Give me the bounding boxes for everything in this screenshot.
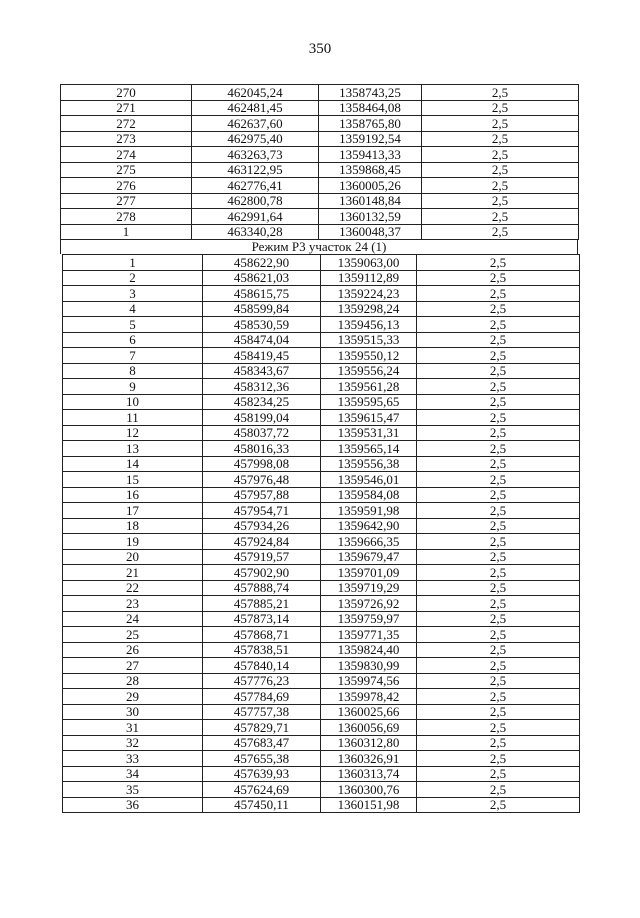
- value-cell: 2,5: [417, 751, 580, 767]
- point-number-cell: 1: [63, 255, 203, 271]
- value-cell: 2,5: [417, 255, 580, 271]
- y-coordinate-cell: 1359591,98: [321, 503, 417, 519]
- section-title: Режим Р3 участок 24 (1): [60, 239, 578, 254]
- value-cell: 2,5: [417, 472, 580, 488]
- point-number-cell: 21: [63, 565, 203, 581]
- table-row: [63, 611, 580, 627]
- x-coordinate-cell: 462975,40: [192, 131, 319, 147]
- y-coordinate-cell: 1359550,12: [321, 348, 417, 364]
- value-cell: 2,5: [417, 487, 580, 503]
- value-cell: 2,5: [417, 596, 580, 612]
- value-cell: 2,5: [417, 286, 580, 302]
- coordinates-table-bottom: [62, 254, 580, 813]
- value-cell: 2,5: [422, 193, 579, 209]
- table-row: [63, 270, 580, 286]
- x-coordinate-cell: 457683,47: [203, 735, 321, 751]
- table-row: [61, 162, 579, 178]
- table-row: [61, 209, 579, 225]
- value-cell: 2,5: [422, 147, 579, 163]
- point-number-cell: 6: [63, 332, 203, 348]
- y-coordinate-cell: 1359595,65: [321, 394, 417, 410]
- value-cell: 2,5: [417, 735, 580, 751]
- y-coordinate-cell: 1359974,56: [321, 673, 417, 689]
- point-number-cell: 276: [61, 178, 192, 194]
- x-coordinate-cell: 458474,04: [203, 332, 321, 348]
- table-row: [63, 518, 580, 534]
- point-number-cell: 13: [63, 441, 203, 457]
- point-number-cell: 10: [63, 394, 203, 410]
- x-coordinate-cell: 457829,71: [203, 720, 321, 736]
- table-row: [61, 85, 579, 101]
- y-coordinate-cell: 1360148,84: [319, 193, 422, 209]
- y-coordinate-cell: 1358743,25: [319, 85, 422, 101]
- table-row: [63, 689, 580, 705]
- point-number-cell: 272: [61, 116, 192, 132]
- value-cell: 2,5: [417, 332, 580, 348]
- x-coordinate-cell: 457639,93: [203, 766, 321, 782]
- value-cell: 2,5: [417, 611, 580, 627]
- point-number-cell: 34: [63, 766, 203, 782]
- x-coordinate-cell: 458621,03: [203, 270, 321, 286]
- y-coordinate-cell: 1359561,28: [321, 379, 417, 395]
- x-coordinate-cell: 457873,14: [203, 611, 321, 627]
- x-coordinate-cell: 457868,71: [203, 627, 321, 643]
- x-coordinate-cell: 458530,59: [203, 317, 321, 333]
- x-coordinate-cell: 458419,45: [203, 348, 321, 364]
- point-number-cell: 277: [61, 193, 192, 209]
- y-coordinate-cell: 1359456,13: [321, 317, 417, 333]
- x-coordinate-cell: 457888,74: [203, 580, 321, 596]
- value-cell: 2,5: [417, 642, 580, 658]
- x-coordinate-cell: 457934,26: [203, 518, 321, 534]
- point-number-cell: 27: [63, 658, 203, 674]
- point-number-cell: 19: [63, 534, 203, 550]
- y-coordinate-cell: 1360151,98: [321, 797, 417, 813]
- x-coordinate-cell: 463340,28: [192, 224, 319, 240]
- x-coordinate-cell: 462045,24: [192, 85, 319, 101]
- y-coordinate-cell: 1359192,54: [319, 131, 422, 147]
- table-row: [63, 673, 580, 689]
- value-cell: 2,5: [417, 410, 580, 426]
- y-coordinate-cell: 1359584,08: [321, 487, 417, 503]
- table-row: [63, 425, 580, 441]
- table-row: [63, 301, 580, 317]
- table-row: [63, 627, 580, 643]
- point-number-cell: 36: [63, 797, 203, 813]
- y-coordinate-cell: 1360005,26: [319, 178, 422, 194]
- point-number-cell: 4: [63, 301, 203, 317]
- y-coordinate-cell: 1360313,74: [321, 766, 417, 782]
- y-coordinate-cell: 1359112,89: [321, 270, 417, 286]
- value-cell: 2,5: [422, 100, 579, 116]
- value-cell: 2,5: [417, 425, 580, 441]
- table-row: [61, 178, 579, 194]
- value-cell: 2,5: [417, 627, 580, 643]
- value-cell: 2,5: [422, 178, 579, 194]
- x-coordinate-cell: 458599,84: [203, 301, 321, 317]
- x-coordinate-cell: 457624,69: [203, 782, 321, 798]
- y-coordinate-cell: 1359679,47: [321, 549, 417, 565]
- value-cell: 2,5: [417, 518, 580, 534]
- x-coordinate-cell: 457954,71: [203, 503, 321, 519]
- value-cell: 2,5: [417, 549, 580, 565]
- value-cell: 2,5: [422, 224, 579, 240]
- y-coordinate-cell: 1358765,80: [319, 116, 422, 132]
- table-row: [63, 782, 580, 798]
- table-row: [63, 642, 580, 658]
- value-cell: 2,5: [417, 441, 580, 457]
- point-number-cell: 9: [63, 379, 203, 395]
- x-coordinate-cell: 457840,14: [203, 658, 321, 674]
- x-coordinate-cell: 457924,84: [203, 534, 321, 550]
- value-cell: 2,5: [417, 363, 580, 379]
- x-coordinate-cell: 462800,78: [192, 193, 319, 209]
- table-row: [63, 534, 580, 550]
- y-coordinate-cell: 1359556,24: [321, 363, 417, 379]
- table-row: [61, 100, 579, 116]
- x-coordinate-cell: 457838,51: [203, 642, 321, 658]
- table-row: [63, 487, 580, 503]
- table-row: [63, 472, 580, 488]
- table-row: [63, 286, 580, 302]
- table-row: [63, 363, 580, 379]
- value-cell: 2,5: [417, 782, 580, 798]
- value-cell: 2,5: [417, 720, 580, 736]
- point-number-cell: 275: [61, 162, 192, 178]
- y-coordinate-cell: 1360056,69: [321, 720, 417, 736]
- table-row: [61, 147, 579, 163]
- value-cell: 2,5: [422, 162, 579, 178]
- table-row: [63, 255, 580, 271]
- x-coordinate-cell: 457902,90: [203, 565, 321, 581]
- table-row: [63, 596, 580, 612]
- x-coordinate-cell: 458037,72: [203, 425, 321, 441]
- point-number-cell: 29: [63, 689, 203, 705]
- table-row: [63, 704, 580, 720]
- value-cell: 2,5: [422, 131, 579, 147]
- point-number-cell: 18: [63, 518, 203, 534]
- y-coordinate-cell: 1359666,35: [321, 534, 417, 550]
- y-coordinate-cell: 1359063,00: [321, 255, 417, 271]
- value-cell: 2,5: [417, 503, 580, 519]
- y-coordinate-cell: 1360312,80: [321, 735, 417, 751]
- point-number-cell: 24: [63, 611, 203, 627]
- x-coordinate-cell: 462991,64: [192, 209, 319, 225]
- x-coordinate-cell: 457976,48: [203, 472, 321, 488]
- table-row: [63, 410, 580, 426]
- point-number-cell: 33: [63, 751, 203, 767]
- point-number-cell: 3: [63, 286, 203, 302]
- table-row: [63, 766, 580, 782]
- x-coordinate-cell: 458622,90: [203, 255, 321, 271]
- y-coordinate-cell: 1359830,99: [321, 658, 417, 674]
- point-number-cell: 278: [61, 209, 192, 225]
- value-cell: 2,5: [417, 534, 580, 550]
- x-coordinate-cell: 457776,23: [203, 673, 321, 689]
- point-number-cell: 23: [63, 596, 203, 612]
- y-coordinate-cell: 1359719,29: [321, 580, 417, 596]
- table-row: [63, 797, 580, 813]
- y-coordinate-cell: 1359413,33: [319, 147, 422, 163]
- point-number-cell: 30: [63, 704, 203, 720]
- point-number-cell: 26: [63, 642, 203, 658]
- value-cell: 2,5: [422, 209, 579, 225]
- y-coordinate-cell: 1360048,37: [319, 224, 422, 240]
- point-number-cell: 271: [61, 100, 192, 116]
- x-coordinate-cell: 462481,45: [192, 100, 319, 116]
- x-coordinate-cell: 457998,08: [203, 456, 321, 472]
- value-cell: 2,5: [417, 658, 580, 674]
- value-cell: 2,5: [417, 301, 580, 317]
- x-coordinate-cell: 457919,57: [203, 549, 321, 565]
- y-coordinate-cell: 1358464,08: [319, 100, 422, 116]
- point-number-cell: 25: [63, 627, 203, 643]
- value-cell: 2,5: [417, 797, 580, 813]
- table-row: [61, 116, 579, 132]
- x-coordinate-cell: 462776,41: [192, 178, 319, 194]
- point-number-cell: 274: [61, 147, 192, 163]
- value-cell: 2,5: [417, 766, 580, 782]
- x-coordinate-cell: 457655,38: [203, 751, 321, 767]
- point-number-cell: 20: [63, 549, 203, 565]
- x-coordinate-cell: 462637,60: [192, 116, 319, 132]
- point-number-cell: 31: [63, 720, 203, 736]
- value-cell: 2,5: [417, 348, 580, 364]
- value-cell: 2,5: [417, 704, 580, 720]
- value-cell: 2,5: [417, 673, 580, 689]
- x-coordinate-cell: 458234,25: [203, 394, 321, 410]
- y-coordinate-cell: 1359978,42: [321, 689, 417, 705]
- point-number-cell: 7: [63, 348, 203, 364]
- point-number-cell: 32: [63, 735, 203, 751]
- point-number-cell: 15: [63, 472, 203, 488]
- y-coordinate-cell: 1359565,14: [321, 441, 417, 457]
- y-coordinate-cell: 1359726,92: [321, 596, 417, 612]
- point-number-cell: 2: [63, 270, 203, 286]
- point-number-cell: 8: [63, 363, 203, 379]
- table-row: [63, 317, 580, 333]
- x-coordinate-cell: 457450,11: [203, 797, 321, 813]
- x-coordinate-cell: 458016,33: [203, 441, 321, 457]
- point-number-cell: 11: [63, 410, 203, 426]
- point-number-cell: 16: [63, 487, 203, 503]
- table-row: [63, 751, 580, 767]
- table-row: [63, 735, 580, 751]
- y-coordinate-cell: 1359556,38: [321, 456, 417, 472]
- value-cell: 2,5: [417, 379, 580, 395]
- point-number-cell: 14: [63, 456, 203, 472]
- point-number-cell: 5: [63, 317, 203, 333]
- y-coordinate-cell: 1359298,24: [321, 301, 417, 317]
- table-row: [63, 379, 580, 395]
- x-coordinate-cell: 457784,69: [203, 689, 321, 705]
- y-coordinate-cell: 1359771,35: [321, 627, 417, 643]
- y-coordinate-cell: 1360300,76: [321, 782, 417, 798]
- table-row: [63, 565, 580, 581]
- y-coordinate-cell: 1359615,47: [321, 410, 417, 426]
- point-number-cell: 270: [61, 85, 192, 101]
- table-row: [63, 348, 580, 364]
- y-coordinate-cell: 1360132,59: [319, 209, 422, 225]
- point-number-cell: 17: [63, 503, 203, 519]
- table-row: [63, 580, 580, 596]
- y-coordinate-cell: 1359546,01: [321, 472, 417, 488]
- table-row: [63, 720, 580, 736]
- y-coordinate-cell: 1360326,91: [321, 751, 417, 767]
- coordinates-table-top-body: [61, 85, 579, 240]
- table-row: [63, 394, 580, 410]
- y-coordinate-cell: 1359759,97: [321, 611, 417, 627]
- value-cell: 2,5: [422, 116, 579, 132]
- value-cell: 2,5: [417, 270, 580, 286]
- point-number-cell: 35: [63, 782, 203, 798]
- coordinates-table-top: [60, 84, 579, 240]
- table-row: [61, 193, 579, 209]
- x-coordinate-cell: 458615,75: [203, 286, 321, 302]
- point-number-cell: 273: [61, 131, 192, 147]
- table-row: [63, 441, 580, 457]
- table-row: [63, 456, 580, 472]
- coordinates-table-bottom-body: [63, 255, 580, 813]
- value-cell: 2,5: [417, 580, 580, 596]
- table-row: [63, 658, 580, 674]
- table-row: [63, 332, 580, 348]
- y-coordinate-cell: 1359868,45: [319, 162, 422, 178]
- point-number-cell: 12: [63, 425, 203, 441]
- x-coordinate-cell: 458199,04: [203, 410, 321, 426]
- table-row: [61, 224, 579, 240]
- y-coordinate-cell: 1359824,40: [321, 642, 417, 658]
- value-cell: 2,5: [422, 85, 579, 101]
- x-coordinate-cell: 458312,36: [203, 379, 321, 395]
- y-coordinate-cell: 1359515,33: [321, 332, 417, 348]
- value-cell: 2,5: [417, 394, 580, 410]
- table-row: [63, 549, 580, 565]
- y-coordinate-cell: 1359531,31: [321, 425, 417, 441]
- value-cell: 2,5: [417, 689, 580, 705]
- x-coordinate-cell: 457757,38: [203, 704, 321, 720]
- y-coordinate-cell: 1359701,09: [321, 565, 417, 581]
- x-coordinate-cell: 457957,88: [203, 487, 321, 503]
- point-number-cell: 22: [63, 580, 203, 596]
- x-coordinate-cell: 463263,73: [192, 147, 319, 163]
- value-cell: 2,5: [417, 456, 580, 472]
- value-cell: 2,5: [417, 565, 580, 581]
- y-coordinate-cell: 1359642,90: [321, 518, 417, 534]
- table-row: [63, 503, 580, 519]
- y-coordinate-cell: 1359224,23: [321, 286, 417, 302]
- value-cell: 2,5: [417, 317, 580, 333]
- point-number-cell: 1: [61, 224, 192, 240]
- point-number-cell: 28: [63, 673, 203, 689]
- x-coordinate-cell: 457885,21: [203, 596, 321, 612]
- y-coordinate-cell: 1360025,66: [321, 704, 417, 720]
- x-coordinate-cell: 458343,67: [203, 363, 321, 379]
- table-row: [61, 131, 579, 147]
- page-number: 350: [308, 41, 332, 57]
- x-coordinate-cell: 463122,95: [192, 162, 319, 178]
